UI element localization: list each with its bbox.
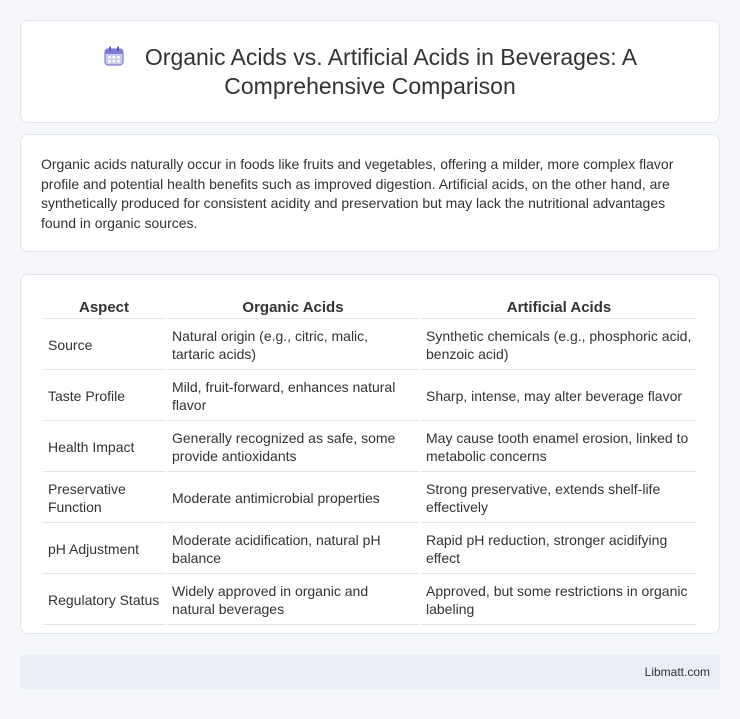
header-artificial-acids: Artificial Acids [421, 297, 697, 319]
cell-artificial: Strong preservative, extends shelf-life effectively [421, 474, 697, 523]
cell-aspect: Taste Profile [43, 372, 165, 421]
footer-brand-link[interactable]: Libmatt.com [644, 665, 710, 679]
table-row [43, 321, 697, 370]
header-aspect: Aspect [43, 297, 165, 319]
cell-artificial: Synthetic chemicals (e.g., phosphoric acid, benzoic acid) [421, 321, 697, 370]
table-row [43, 372, 697, 421]
cell-artificial: May cause tooth enamel erosion, linked to metabolic concerns [421, 423, 697, 472]
comparison-table [41, 295, 699, 627]
cell-aspect: Source [43, 321, 165, 370]
header-organic-acids: Organic Acids [167, 297, 419, 319]
cell-organic: Moderate acidification, natural pH balance [167, 525, 419, 574]
table-row [43, 423, 697, 472]
cell-organic: Mild, fruit-forward, enhances natural flavor [167, 372, 419, 421]
cell-organic: Moderate antimicrobial properties [167, 474, 419, 523]
footer-bar [20, 655, 720, 689]
cell-aspect: Health Impact [43, 423, 165, 472]
intro-card [20, 134, 720, 252]
calendar-icon [103, 45, 125, 67]
cell-organic: Generally recognized as safe, some provide antioxidants [167, 423, 419, 472]
cell-aspect: Preservative Function [43, 474, 165, 523]
table-row [43, 576, 697, 625]
cell-organic: Natural origin (e.g., citric, malic, tartaric acids) [167, 321, 419, 370]
title-card [20, 20, 720, 123]
cell-artificial: Sharp, intense, may alter beverage flavor [421, 372, 697, 421]
table-row [43, 525, 697, 574]
comparison-table-card [20, 274, 720, 634]
table-header-row [43, 297, 697, 319]
intro-paragraph: Organic acids naturally occur in foods like fruits and vegetables, offering a milder, more complex flavor profile and potential health benefits such as improved digestion. Artificial acids, on the other hand, are synthetically produced for consistent acidity and preservation but may lack the nutritional advantages found in organic sources. [41, 156, 674, 231]
cell-organic: Widely approved in organic and natural beverages [167, 576, 419, 625]
cell-aspect: pH Adjustment [43, 525, 165, 574]
page-title: Organic Acids vs. Artificial Acids in Beverages: A Comprehensive Comparison [144, 43, 638, 99]
cell-artificial: Rapid pH reduction, stronger acidifying effect [421, 525, 697, 574]
table-row [43, 474, 697, 523]
cell-artificial: Approved, but some restrictions in organic labeling [421, 576, 697, 625]
page-title-block [51, 43, 689, 101]
cell-aspect: Regulatory Status [43, 576, 165, 625]
